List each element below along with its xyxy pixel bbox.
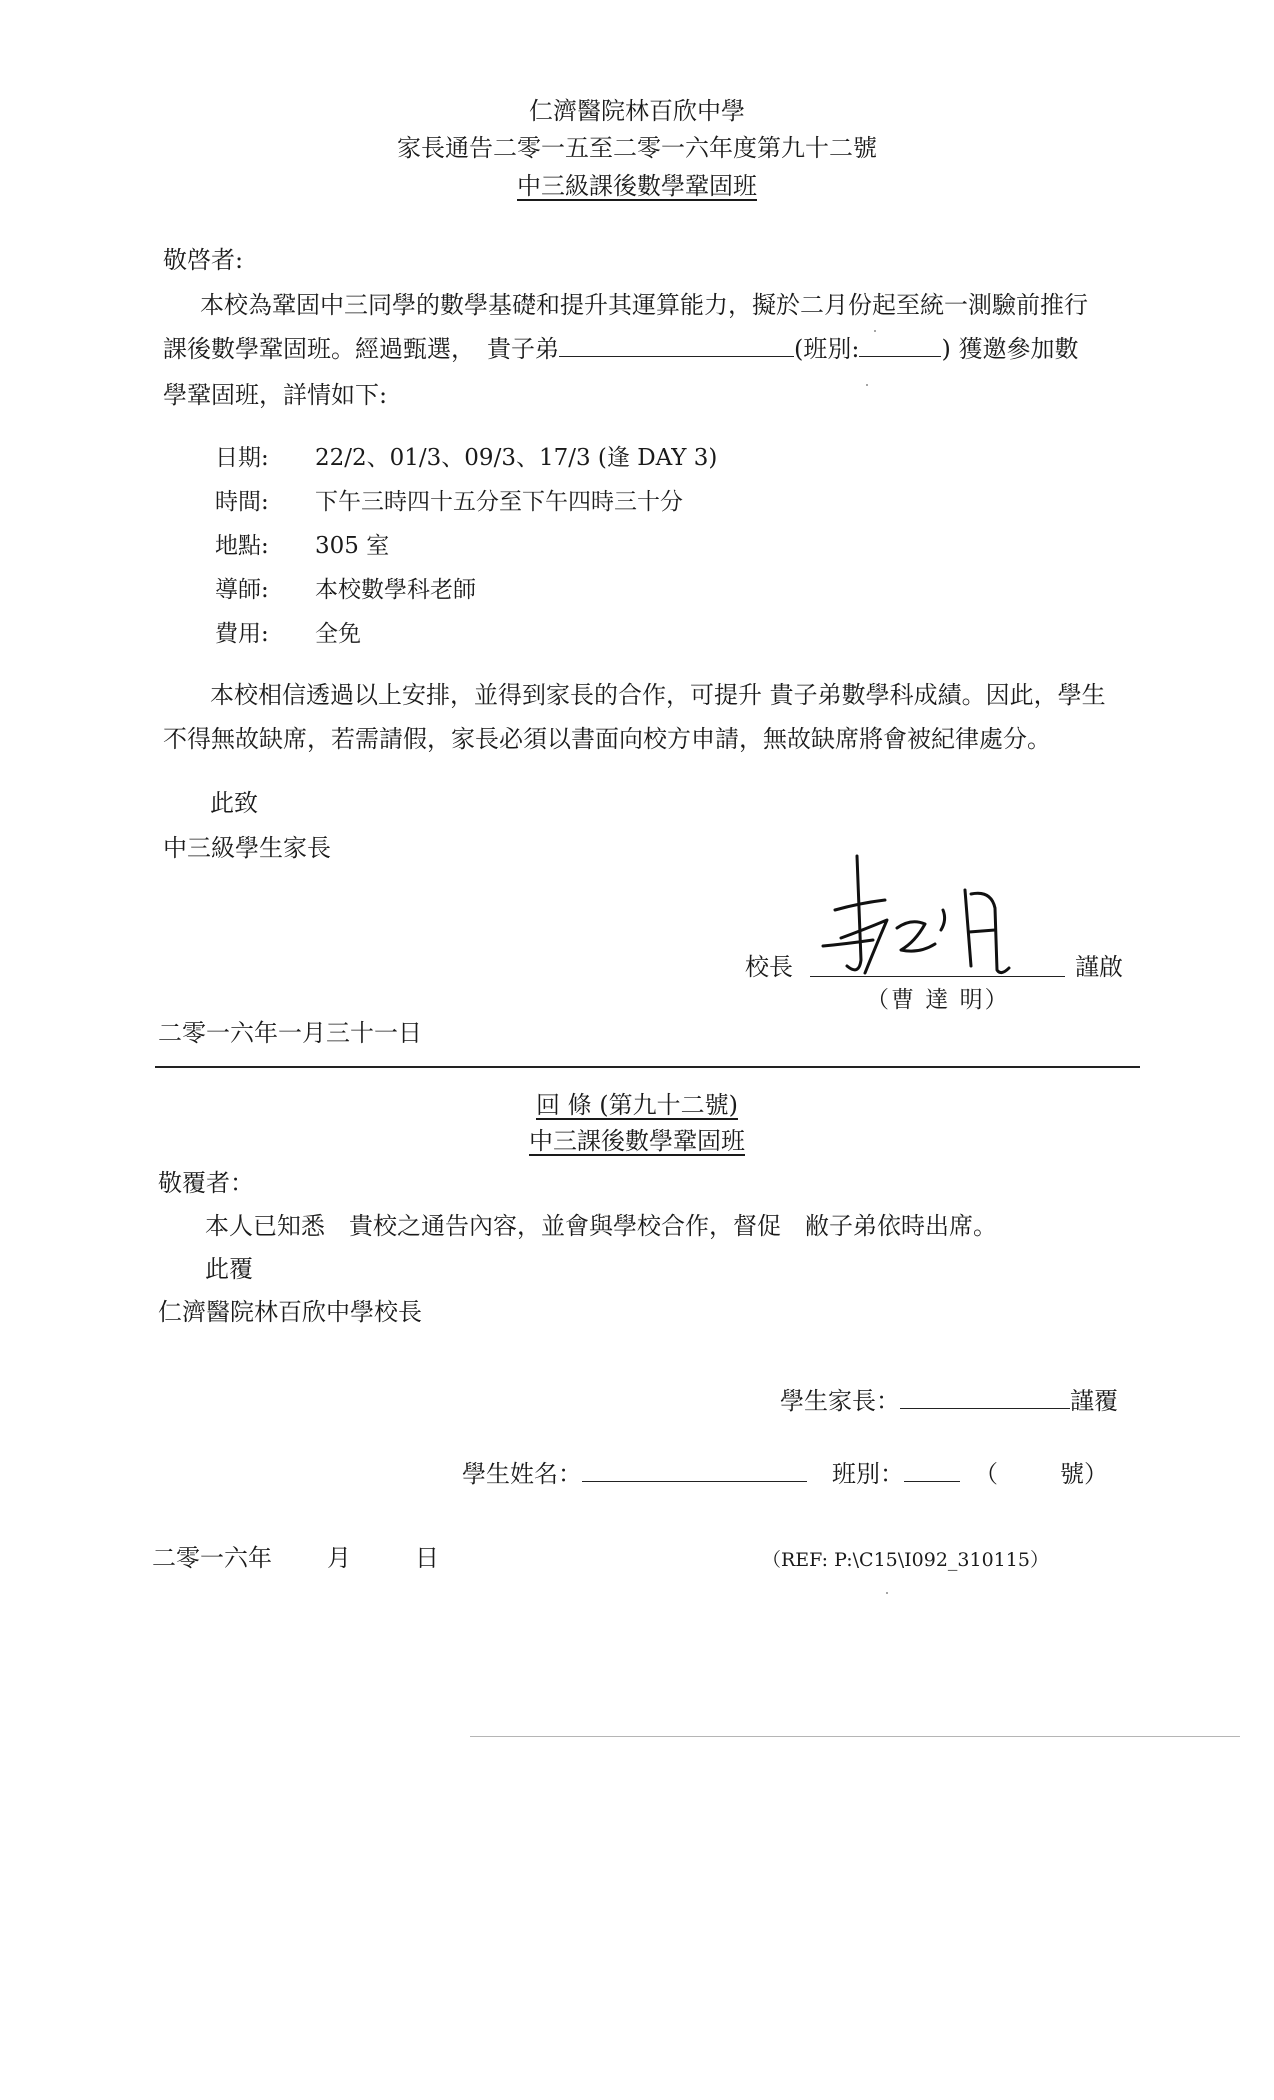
detail-label: 費用: bbox=[215, 621, 269, 647]
salutation: 敬啓者: bbox=[163, 246, 244, 274]
notice-subject bbox=[0, 171, 1274, 201]
detail-time bbox=[215, 487, 683, 517]
student-info-row bbox=[462, 1459, 1108, 1489]
reply-title-text: 回 條 (第九十二號) bbox=[536, 1091, 738, 1119]
class-no-close: 號） bbox=[1060, 1460, 1108, 1488]
detail-label: 日期: bbox=[215, 445, 269, 471]
reply-body: 本人已知悉 貴校之通告內容，並會與學校合作，督促 敝子弟依時出席。 bbox=[205, 1212, 997, 1240]
principal-name: （曹 達 明） bbox=[866, 987, 1010, 1013]
principal-label: 校長 bbox=[745, 953, 793, 981]
class-no-open: （ bbox=[974, 1460, 998, 1488]
letter-recipient: 中三級學生家長 bbox=[163, 834, 331, 862]
scan-artifact-line bbox=[470, 1736, 1240, 1737]
detail-label: 地點: bbox=[215, 533, 269, 559]
scan-speck bbox=[874, 330, 876, 332]
reply-date-year: 二零一六年 bbox=[152, 1544, 272, 1572]
intro-line-1: 本校為鞏固中三同學的數學基礎和提升其運算能力，擬於二月份起至統一測驗前推行 bbox=[200, 291, 1088, 319]
detail-value: 305 室 bbox=[315, 533, 390, 559]
intro-line-2-end: ) 獲邀參加數 bbox=[941, 335, 1079, 363]
reference-code: （REF: P:\C15\I092_310115） bbox=[762, 1549, 1049, 1571]
class-blank[interactable] bbox=[859, 334, 941, 357]
intro-line-3: 學鞏固班，詳情如下: bbox=[163, 381, 388, 409]
class-label: (班別: bbox=[794, 335, 860, 363]
detail-tutor bbox=[215, 575, 476, 605]
reply-title bbox=[0, 1090, 1274, 1120]
reply-subtitle bbox=[0, 1126, 1274, 1156]
parent-signature-blank[interactable] bbox=[900, 1386, 1070, 1409]
notice-number: 家長通告二零一五至二零一六年度第九十二號 bbox=[397, 134, 877, 162]
school-name: 仁濟醫院林百欣中學 bbox=[529, 97, 745, 125]
tear-off-line bbox=[155, 1066, 1140, 1068]
intro-line-2 bbox=[163, 334, 1078, 364]
cizhi: 此致 bbox=[210, 789, 258, 817]
detail-value: 全免 bbox=[315, 621, 361, 647]
detail-label: 時間: bbox=[215, 489, 269, 515]
reply-class-blank[interactable] bbox=[904, 1459, 960, 1482]
parent-respect: 謹覆 bbox=[1070, 1387, 1118, 1415]
detail-value: 22/2、01/3、09/3、17/3 (逢 DAY 3) bbox=[315, 445, 718, 471]
detail-venue bbox=[215, 531, 389, 561]
closing-line-1: 本校相信透過以上安排，並得到家長的合作，可提升 貴子弟數學科成績。因此，學生 bbox=[210, 681, 1106, 709]
student-name-blank[interactable] bbox=[559, 334, 794, 357]
detail-value: 下午三時四十五分至下午四時三十分 bbox=[315, 489, 683, 515]
detail-value: 本校數學科老師 bbox=[315, 577, 476, 603]
principal-respect: 謹啟 bbox=[1075, 953, 1123, 981]
reply-class-label: 班別： bbox=[832, 1460, 904, 1488]
reply-cifu: 此覆 bbox=[205, 1255, 253, 1283]
principal-signature bbox=[815, 848, 1015, 988]
detail-fee bbox=[215, 619, 361, 649]
notice-subject-text: 中三級課後數學鞏固班 bbox=[517, 172, 757, 200]
reply-date-month: 月 bbox=[327, 1544, 351, 1572]
detail-label: 導師: bbox=[215, 577, 269, 603]
detail-date bbox=[215, 443, 717, 473]
parent-signature-row bbox=[780, 1386, 1118, 1416]
reply-date-day: 日 bbox=[415, 1544, 439, 1572]
reply-student-name-blank[interactable] bbox=[582, 1459, 807, 1482]
closing-line-2: 不得無故缺席，若需請假，家長必須以書面向校方申請，無故缺席將會被紀律處分。 bbox=[163, 725, 1051, 753]
reply-salutation: 敬覆者： bbox=[158, 1169, 254, 1197]
student-name-label: 學生姓名： bbox=[462, 1460, 582, 1488]
letter-date: 二零一六年一月三十一日 bbox=[158, 1019, 422, 1047]
reply-subtitle-text: 中三課後數學鞏固班 bbox=[529, 1127, 745, 1155]
scan-speck bbox=[866, 384, 868, 386]
reply-recipient: 仁濟醫院林百欣中學校長 bbox=[158, 1298, 422, 1326]
intro-line-2-text: 課後數學鞏固班。經過甄選， 貴子弟 bbox=[163, 335, 559, 363]
scan-speck bbox=[886, 1592, 888, 1594]
parent-label: 學生家長： bbox=[780, 1387, 900, 1415]
